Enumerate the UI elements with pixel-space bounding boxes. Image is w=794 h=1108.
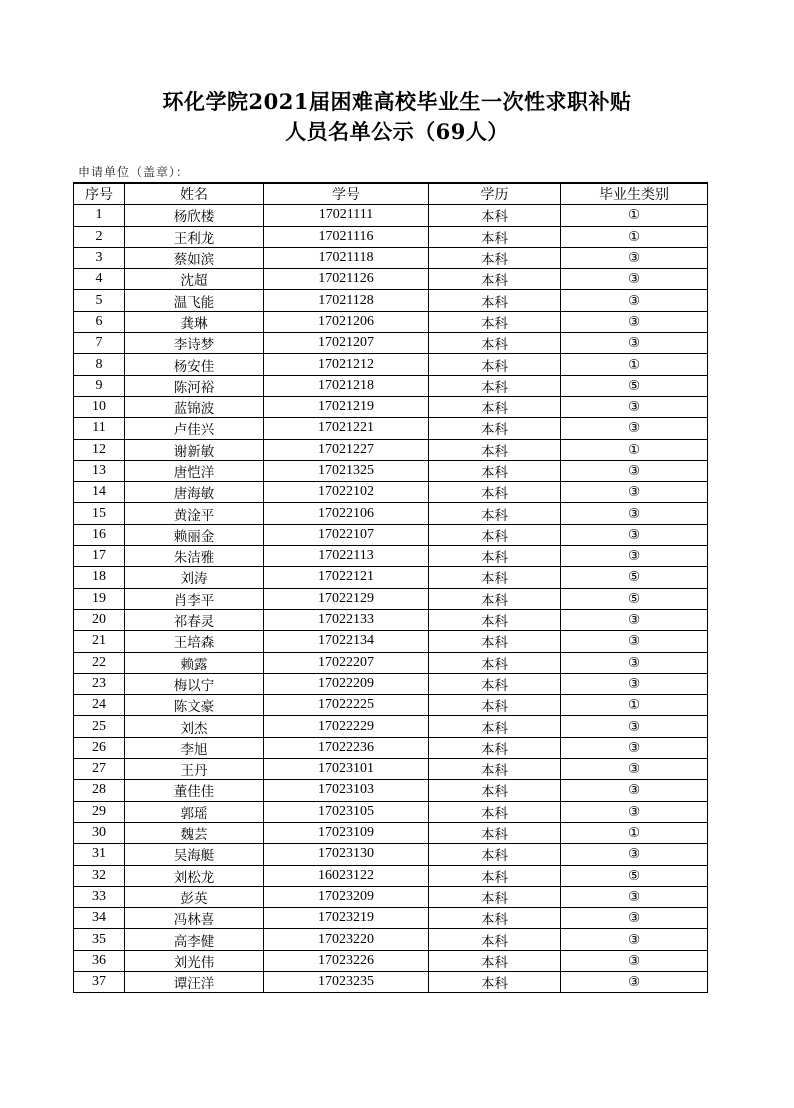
graduate-category: ①	[561, 695, 708, 716]
education-level: 本科	[429, 311, 561, 332]
student-name: 龚琳	[125, 311, 264, 332]
student-id: 17022134	[264, 631, 429, 652]
row-index: 10	[74, 396, 125, 417]
graduate-category: ③	[561, 759, 708, 780]
graduate-category: ③	[561, 673, 708, 694]
graduate-category: ③	[561, 460, 708, 481]
graduate-category: ③	[561, 396, 708, 417]
student-name: 杨安佳	[125, 354, 264, 375]
graduate-category: ③	[561, 631, 708, 652]
graduate-category: ③	[561, 929, 708, 950]
table-row	[74, 588, 708, 609]
education-level: 本科	[429, 844, 561, 865]
student-id: 17022102	[264, 482, 429, 503]
graduate-category: ③	[561, 950, 708, 971]
student-id: 17023130	[264, 844, 429, 865]
student-name: 李诗梦	[125, 333, 264, 354]
table-row	[74, 546, 708, 567]
education-level: 本科	[429, 396, 561, 417]
table-row	[74, 290, 708, 311]
table-row	[74, 950, 708, 971]
document-title-line1: 环化学院2021届困难高校毕业生一次性求职补贴	[162, 89, 632, 114]
student-id: 17023219	[264, 908, 429, 929]
student-id: 17021221	[264, 418, 429, 439]
table-row	[74, 205, 708, 226]
student-name: 温飞能	[125, 290, 264, 311]
student-id: 17022207	[264, 652, 429, 673]
graduate-category: ①	[561, 439, 708, 460]
graduate-category: ③	[561, 269, 708, 290]
education-level: 本科	[429, 908, 561, 929]
student-id: 17023226	[264, 950, 429, 971]
row-index: 23	[74, 673, 125, 694]
student-id: 17021128	[264, 290, 429, 311]
table-row	[74, 865, 708, 886]
table-row	[74, 524, 708, 545]
education-level: 本科	[429, 247, 561, 268]
student-id: 17022209	[264, 673, 429, 694]
table-header-row	[74, 183, 708, 205]
row-index: 17	[74, 546, 125, 567]
student-id: 17023220	[264, 929, 429, 950]
graduate-category: ①	[561, 822, 708, 843]
student-name: 杨欣楼	[125, 205, 264, 226]
graduate-category: ③	[561, 546, 708, 567]
education-level: 本科	[429, 460, 561, 481]
row-index: 14	[74, 482, 125, 503]
table-row	[74, 396, 708, 417]
education-level: 本科	[429, 503, 561, 524]
table-row	[74, 673, 708, 694]
graduate-category: ③	[561, 780, 708, 801]
table-row	[74, 737, 708, 758]
row-index: 18	[74, 567, 125, 588]
graduate-category: ③	[561, 247, 708, 268]
row-index: 2	[74, 226, 125, 247]
graduate-category: ③	[561, 290, 708, 311]
student-name: 王培森	[125, 631, 264, 652]
row-index: 11	[74, 418, 125, 439]
graduate-category: ③	[561, 418, 708, 439]
student-id: 17021212	[264, 354, 429, 375]
student-id: 17021219	[264, 396, 429, 417]
table-row	[74, 418, 708, 439]
student-name: 肖李平	[125, 588, 264, 609]
student-name: 王利龙	[125, 226, 264, 247]
table-row	[74, 375, 708, 396]
table-row	[74, 844, 708, 865]
row-index: 16	[74, 524, 125, 545]
student-id: 17022129	[264, 588, 429, 609]
graduate-category: ③	[561, 609, 708, 630]
education-level: 本科	[429, 354, 561, 375]
table-body	[74, 205, 708, 993]
education-level: 本科	[429, 375, 561, 396]
student-id: 17022133	[264, 609, 429, 630]
student-name: 魏芸	[125, 822, 264, 843]
graduate-category: ③	[561, 716, 708, 737]
row-index: 8	[74, 354, 125, 375]
student-id: 17022121	[264, 567, 429, 588]
row-index: 26	[74, 737, 125, 758]
student-id: 17023109	[264, 822, 429, 843]
student-id: 17022225	[264, 695, 429, 716]
row-index: 4	[74, 269, 125, 290]
graduate-category: ③	[561, 844, 708, 865]
student-name: 谢新敏	[125, 439, 264, 460]
student-id: 17023101	[264, 759, 429, 780]
table-row	[74, 247, 708, 268]
row-index: 15	[74, 503, 125, 524]
education-level: 本科	[429, 482, 561, 503]
table-row	[74, 333, 708, 354]
header-student-id: 学号	[264, 183, 429, 205]
student-name: 黄淦平	[125, 503, 264, 524]
education-level: 本科	[429, 759, 561, 780]
row-index: 36	[74, 950, 125, 971]
student-name: 朱洁雅	[125, 546, 264, 567]
graduate-category: ③	[561, 801, 708, 822]
student-name: 赖露	[125, 652, 264, 673]
graduate-category: ⑤	[561, 865, 708, 886]
row-index: 25	[74, 716, 125, 737]
graduate-category: ③	[561, 908, 708, 929]
student-id: 17022236	[264, 737, 429, 758]
graduate-category: ①	[561, 226, 708, 247]
table-row	[74, 354, 708, 375]
applicant-unit-label: 申请单位（盖章）：	[78, 165, 190, 179]
row-index: 28	[74, 780, 125, 801]
student-id: 17022107	[264, 524, 429, 545]
graduate-category: ①	[561, 205, 708, 226]
header-education: 学历	[429, 183, 561, 205]
student-id: 17023235	[264, 971, 429, 992]
student-id: 17023103	[264, 780, 429, 801]
education-level: 本科	[429, 950, 561, 971]
table-row	[74, 609, 708, 630]
student-id: 17023209	[264, 886, 429, 907]
table-row	[74, 801, 708, 822]
table-row	[74, 695, 708, 716]
education-level: 本科	[429, 439, 561, 460]
row-index: 32	[74, 865, 125, 886]
graduate-category: ③	[561, 333, 708, 354]
row-index: 19	[74, 588, 125, 609]
row-index: 35	[74, 929, 125, 950]
row-index: 1	[74, 205, 125, 226]
education-level: 本科	[429, 971, 561, 992]
education-level: 本科	[429, 205, 561, 226]
education-level: 本科	[429, 652, 561, 673]
education-level: 本科	[429, 609, 561, 630]
student-id: 17021118	[264, 247, 429, 268]
row-index: 24	[74, 695, 125, 716]
row-index: 9	[74, 375, 125, 396]
education-level: 本科	[429, 801, 561, 822]
document-title-line2: 人员名单公示（69人）	[285, 119, 509, 144]
graduate-category: ③	[561, 652, 708, 673]
graduate-category: ⑤	[561, 375, 708, 396]
row-index: 5	[74, 290, 125, 311]
graduate-category: ③	[561, 737, 708, 758]
student-name: 谭汪洋	[125, 971, 264, 992]
education-level: 本科	[429, 631, 561, 652]
student-name: 蓝锦波	[125, 396, 264, 417]
graduate-category: ③	[561, 524, 708, 545]
table-row	[74, 226, 708, 247]
education-level: 本科	[429, 524, 561, 545]
student-id: 17021207	[264, 333, 429, 354]
table-row	[74, 886, 708, 907]
row-index: 33	[74, 886, 125, 907]
table-row	[74, 971, 708, 992]
table-row	[74, 652, 708, 673]
student-name: 唐海敏	[125, 482, 264, 503]
student-id: 17021227	[264, 439, 429, 460]
student-name: 董佳佳	[125, 780, 264, 801]
student-id: 17021218	[264, 375, 429, 396]
education-level: 本科	[429, 822, 561, 843]
recipient-table	[73, 182, 708, 993]
education-level: 本科	[429, 886, 561, 907]
row-index: 20	[74, 609, 125, 630]
table-row	[74, 460, 708, 481]
student-name: 刘涛	[125, 567, 264, 588]
table-row	[74, 780, 708, 801]
student-id: 17021206	[264, 311, 429, 332]
student-name: 王丹	[125, 759, 264, 780]
student-id: 17022229	[264, 716, 429, 737]
graduate-category: ③	[561, 482, 708, 503]
student-name: 李旭	[125, 737, 264, 758]
student-name: 陈河裕	[125, 375, 264, 396]
education-level: 本科	[429, 226, 561, 247]
table-row	[74, 908, 708, 929]
education-level: 本科	[429, 865, 561, 886]
education-level: 本科	[429, 695, 561, 716]
education-level: 本科	[429, 418, 561, 439]
student-name: 唐恺洋	[125, 460, 264, 481]
row-index: 27	[74, 759, 125, 780]
student-name: 冯林喜	[125, 908, 264, 929]
education-level: 本科	[429, 269, 561, 290]
student-name: 高李健	[125, 929, 264, 950]
row-index: 13	[74, 460, 125, 481]
table-row	[74, 503, 708, 524]
education-level: 本科	[429, 929, 561, 950]
table-row	[74, 482, 708, 503]
graduate-category: ③	[561, 311, 708, 332]
table-row	[74, 439, 708, 460]
table-row	[74, 929, 708, 950]
student-id: 17021111	[264, 205, 429, 226]
education-level: 本科	[429, 546, 561, 567]
student-name: 彭英	[125, 886, 264, 907]
graduate-category: ③	[561, 503, 708, 524]
graduate-category: ③	[561, 886, 708, 907]
table-row	[74, 822, 708, 843]
student-name: 刘松龙	[125, 865, 264, 886]
student-name: 郭瑶	[125, 801, 264, 822]
student-id: 17023105	[264, 801, 429, 822]
row-index: 34	[74, 908, 125, 929]
education-level: 本科	[429, 588, 561, 609]
graduate-category: ③	[561, 971, 708, 992]
student-name: 祁春灵	[125, 609, 264, 630]
table-row	[74, 567, 708, 588]
education-level: 本科	[429, 780, 561, 801]
header-graduate-category: 毕业生类别	[561, 183, 708, 205]
graduate-category: ①	[561, 354, 708, 375]
student-name: 沈超	[125, 269, 264, 290]
education-level: 本科	[429, 716, 561, 737]
table-row	[74, 759, 708, 780]
table-row	[74, 631, 708, 652]
table-row	[74, 269, 708, 290]
student-name: 赖丽金	[125, 524, 264, 545]
education-level: 本科	[429, 290, 561, 311]
student-id: 17021325	[264, 460, 429, 481]
student-name: 卢佳兴	[125, 418, 264, 439]
education-level: 本科	[429, 333, 561, 354]
student-id: 17022113	[264, 546, 429, 567]
graduate-category: ⑤	[561, 588, 708, 609]
row-index: 21	[74, 631, 125, 652]
student-id: 17021126	[264, 269, 429, 290]
student-name: 刘杰	[125, 716, 264, 737]
student-name: 刘光伟	[125, 950, 264, 971]
graduate-category: ⑤	[561, 567, 708, 588]
header-name: 姓名	[125, 183, 264, 205]
education-level: 本科	[429, 567, 561, 588]
row-index: 30	[74, 822, 125, 843]
row-index: 7	[74, 333, 125, 354]
row-index: 22	[74, 652, 125, 673]
education-level: 本科	[429, 737, 561, 758]
row-index: 6	[74, 311, 125, 332]
student-name: 蔡如滨	[125, 247, 264, 268]
student-id: 17022106	[264, 503, 429, 524]
table-row	[74, 311, 708, 332]
education-level: 本科	[429, 673, 561, 694]
header-index: 序号	[74, 183, 125, 205]
row-index: 37	[74, 971, 125, 992]
student-name: 吴海艇	[125, 844, 264, 865]
row-index: 29	[74, 801, 125, 822]
row-index: 31	[74, 844, 125, 865]
student-id: 16023122	[264, 865, 429, 886]
row-index: 3	[74, 247, 125, 268]
student-name: 陈文豪	[125, 695, 264, 716]
table-row	[74, 716, 708, 737]
row-index: 12	[74, 439, 125, 460]
student-name: 梅以宁	[125, 673, 264, 694]
student-id: 17021116	[264, 226, 429, 247]
